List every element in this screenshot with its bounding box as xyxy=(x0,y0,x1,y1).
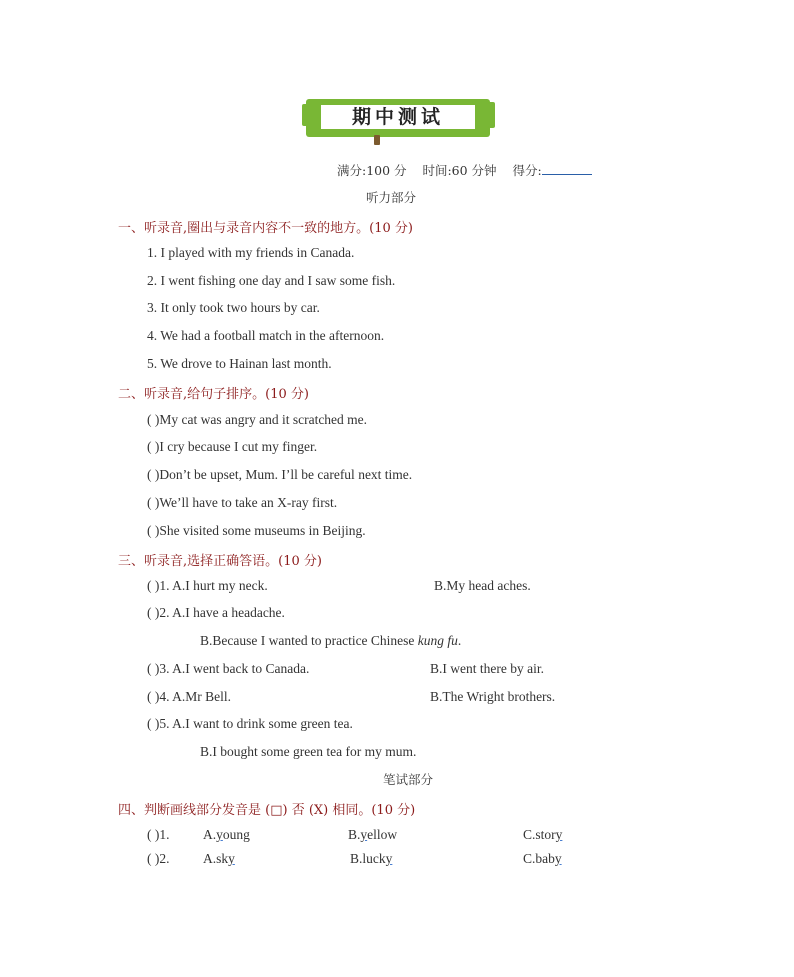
section4-q2-option-c xyxy=(523,851,562,867)
section4-q1-option-b xyxy=(348,827,397,843)
page-title: 期中测试 xyxy=(351,106,444,128)
section2-item-1: ( )My cat was angry and it scratched me. xyxy=(147,412,368,427)
section1-item-1: 1. I played with my friends in Canada. xyxy=(147,245,355,260)
score-label: 得分: xyxy=(512,163,542,178)
section4-q1-option-c xyxy=(523,827,562,843)
underlined-letter: y xyxy=(228,851,235,866)
section2-item-4: ( )We’ll have to take an X-ray first. xyxy=(147,495,338,510)
listening-heading: 听力部分 xyxy=(366,190,417,205)
section4-q2-prefix: ( )2. xyxy=(147,851,170,866)
underlined-letter: y xyxy=(555,827,563,842)
full-score: 满分:100 分 xyxy=(337,163,407,178)
section3-q3-option-b: B.I went there by air. xyxy=(430,661,544,676)
section3-q3-option-a: ( )3. A.I went back to Canada. xyxy=(147,661,310,676)
section1-item-2: 2. I went fishing one day and I saw some fish. xyxy=(147,273,396,288)
q2-b-italic: kung fu xyxy=(417,633,458,648)
underlined-letter: y xyxy=(554,851,562,866)
opt-text: ellow xyxy=(367,827,398,842)
section3-q5-option-a: ( )5. A.I want to drink some green tea. xyxy=(147,716,353,731)
section4-q2-option-b xyxy=(350,851,392,867)
opt-text: C.stor xyxy=(523,827,556,842)
opt-text: A.sk xyxy=(203,851,229,866)
section4-q1-prefix: ( )1. xyxy=(147,827,170,842)
section3-q4-option-b: B.The Wright brothers. xyxy=(430,689,556,704)
section1-item-4: 4. We had a football match in the afternoon. xyxy=(147,328,385,343)
section3-q2-option-b xyxy=(200,633,461,649)
section2-item-3: ( )Don’t be upset, Mum. I’ll be careful next time. xyxy=(147,467,413,482)
section1-heading: 一、听录音,圈出与录音内容不一致的地方。(10 分) xyxy=(118,221,413,236)
section1-item-3: 3. It only took two hours by car. xyxy=(147,300,320,315)
section2-item-5: ( )She visited some museums in Beijing. xyxy=(147,523,366,538)
section3-q1-option-b: B.My head aches. xyxy=(434,578,531,593)
section3-q5-option-b: B.I bought some green tea for my mum. xyxy=(200,744,417,759)
q2-b-text: B.Because I wanted to practice Chinese xyxy=(200,633,418,648)
section3-q4-option-a: ( )4. A.Mr Bell. xyxy=(147,689,231,704)
meta-line xyxy=(337,161,592,179)
section4-heading: 四、判断画线部分发音是 (□) 否 (X) 相同。(10 分) xyxy=(118,803,416,818)
section2-heading: 二、听录音,给句子排序。(10 分) xyxy=(118,387,309,402)
opt-text: A. xyxy=(203,827,217,842)
opt-text: B.luck xyxy=(350,851,386,866)
section3-q2-option-a: ( )2. A.I have a headache. xyxy=(147,605,285,620)
section1-item-5: 5. We drove to Hainan last month. xyxy=(147,356,332,371)
opt-text: C.bab xyxy=(523,851,555,866)
underlined-letter: y xyxy=(216,827,223,842)
score-blank[interactable] xyxy=(542,162,592,175)
section4-q1-option-a xyxy=(203,827,250,843)
underlined-letter: y xyxy=(385,851,393,866)
writing-heading: 笔试部分 xyxy=(383,772,434,787)
section2-item-2: ( )I cry because I cut my finger. xyxy=(147,439,318,454)
opt-text: oung xyxy=(222,827,250,842)
title-banner xyxy=(306,99,490,137)
banner-tag-icon xyxy=(374,135,380,145)
section3-heading: 三、听录音,选择正确答语。(10 分) xyxy=(118,554,322,569)
section4-q2-option-a xyxy=(203,851,235,867)
underlined-letter: y xyxy=(360,827,368,842)
opt-text: B. xyxy=(348,827,361,842)
section3-q1-option-a: ( )1. A.I hurt my neck. xyxy=(147,578,268,593)
time-limit: 时间:60 分钟 xyxy=(422,163,497,178)
q2-b-suffix: . xyxy=(457,633,462,648)
